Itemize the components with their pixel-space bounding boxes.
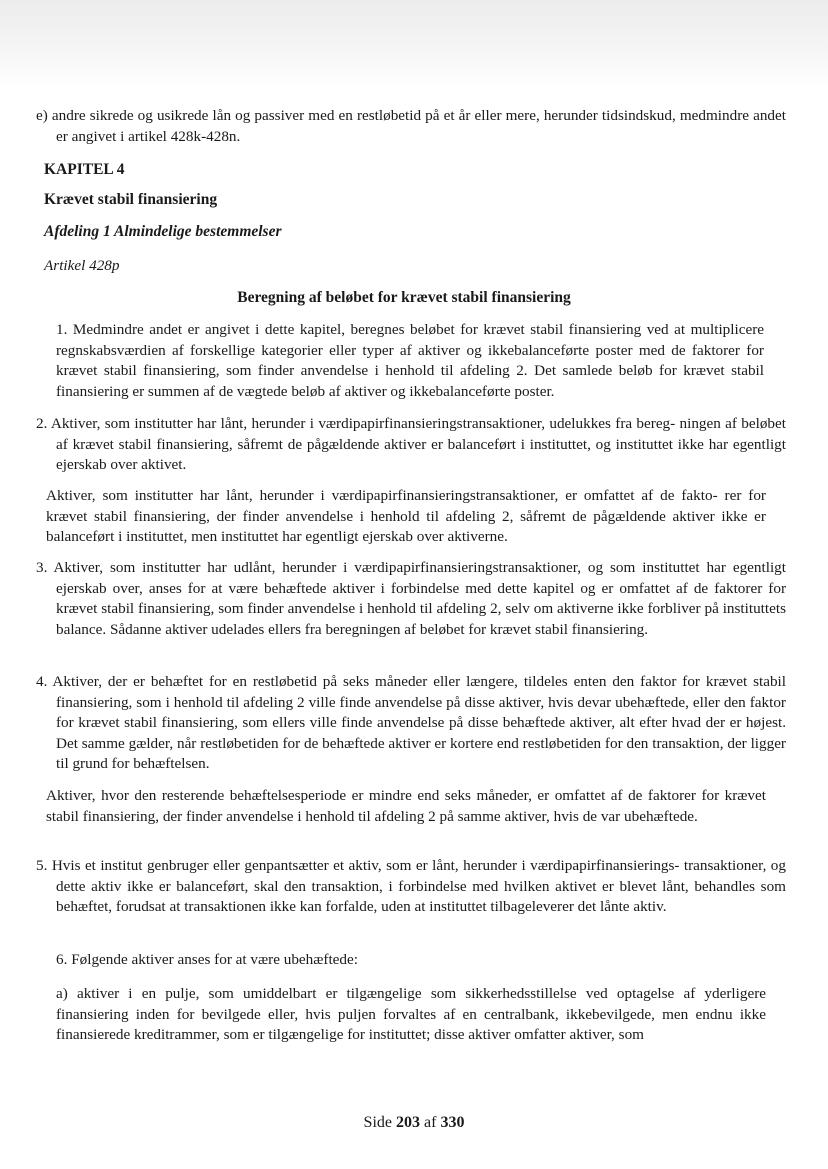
paragraph-e: e) andre sikrede og usikrede lån og passiver med en restløbetid på et år eller mere, herunder tidsindskud, medmindre andet er angivet i artikel 428k-428n. xyxy=(36,107,786,145)
article-title: Beregning af beløbet for krævet stabil finansiering xyxy=(237,289,571,306)
paragraph-2: 2. Aktiver, som institutter har lånt, herunder i værdipapirfinansieringstransaktioner, udelukkes fra bereg- ningen af beløbet af krævet stabil finansiering, såfremt de pågældende aktiver er balanceført i instituttet, og instituttet ikke har egentligt ejerskab over aktivet. xyxy=(36,415,786,473)
paragraph-4-continued: Aktiver, hvor den resterende behæftelsesperiode er mindre end seks måneder, er omfattet af de faktorer for krævet stabil finansiering, der finder anvendelse i henhold til afdeling 2 på samme aktiver, hvis de var ubehæftede. xyxy=(46,787,766,825)
section-heading: Afdeling 1 Almindelige bestemmelser xyxy=(44,223,282,240)
chapter-title: Krævet stabil finansiering xyxy=(44,191,218,208)
paragraph-6a: a) aktiver i en pulje, som umiddelbart er tilgængelige som sikkerhedsstillelse ved optagelse af yderligere finansiering inden for bevilgede eller, hvis puljen forvaltes af en centralbank, ikkebevilgede, men endnu ikke finansierede kreditrammer, som er tilgængelige for instituttet; disse aktiver omfatter aktiver, som xyxy=(56,985,766,1043)
article-heading: Artikel 428p xyxy=(44,257,120,274)
paragraph-2-continued: Aktiver, som institutter har lånt, herunder i værdipapirfinansieringstransaktioner, er omfattet af de fakto- rer for krævet stabil finansiering, der finder anvendelse i henhold til afdeling 2, såfremt de pågældende aktiver ikke er balanceført i instituttet, men instituttet har egentligt ejerskab over aktiverne. xyxy=(46,487,766,545)
footer-page-number: 203 xyxy=(396,1114,420,1131)
paragraph-6: 6. Følgende aktiver anses for at være ubehæftede: xyxy=(56,951,358,968)
paragraph-5: 5. Hvis et institut genbruger eller genpantsætter et aktiv, som er lånt, herunder i værdipapirfinansierings- transaktioner, og dette aktiv ikke er balanceført, skal den transaktion, i forbindelse med hvilken aktivet er blevet lånt, behandles som behæftet, forudsat at transaktionen ikke kan forfalde, uden at instituttet tilbageleverer det lånte aktiv. xyxy=(36,857,786,915)
footer-of: af xyxy=(424,1114,437,1131)
paragraph-4: 4. Aktiver, der er behæftet for en restløbetid på seks måneder eller længere, tildeles enten den faktor for krævet stabil finansiering, som i henhold til afdeling 2 ville finde anvendelse på disse aktiver, hvis devar ubehæftede, eller den faktor for krævet stabil finansiering, som ellers ville finde anvendelse på disse behæftede aktiver, alt efter hvad der er højest. Det samme gælder, når restløbetiden for de behæftede aktiver er kortere end restløbetiden for den transaktion, der ligger til grund for behæftelsen. xyxy=(36,673,786,772)
chapter-heading: KAPITEL 4 xyxy=(44,161,125,178)
page-footer xyxy=(0,1114,828,1132)
footer-prefix: Side xyxy=(363,1114,392,1131)
paragraph-3: 3. Aktiver, som institutter har udlånt, herunder i værdipapirfinansieringstransaktioner, og som instituttet har egentligt ejerskab over, anses for at være behæftede aktiver i forbindelse med dette kapitel og er omfattet af de faktorer for krævet stabil finansiering, som finder anvendelse i henhold til afdeling 2, selv om aktiverne ikke forbliver på instituttets balance. Sådanne aktiver udelades ellers fra beregningen af beløbet for krævet stabil finansiering. xyxy=(36,559,786,638)
footer-total-pages: 330 xyxy=(440,1114,465,1131)
paragraph-1: 1. Medmindre andet er angivet i dette kapitel, beregnes beløbet for krævet stabil finansiering ved at multiplicere regnskabsværdien af forskellige kategorier eller typer af aktiver og ikkebalanceførte poster med de faktorer for krævet stabil finansiering, som finder anvendelse i henhold til afdeling 2. Det samlede beløb for krævet stabil finansiering er summen af de vægtede beløb af aktiver og ikkebalanceførte poster. xyxy=(56,321,764,400)
